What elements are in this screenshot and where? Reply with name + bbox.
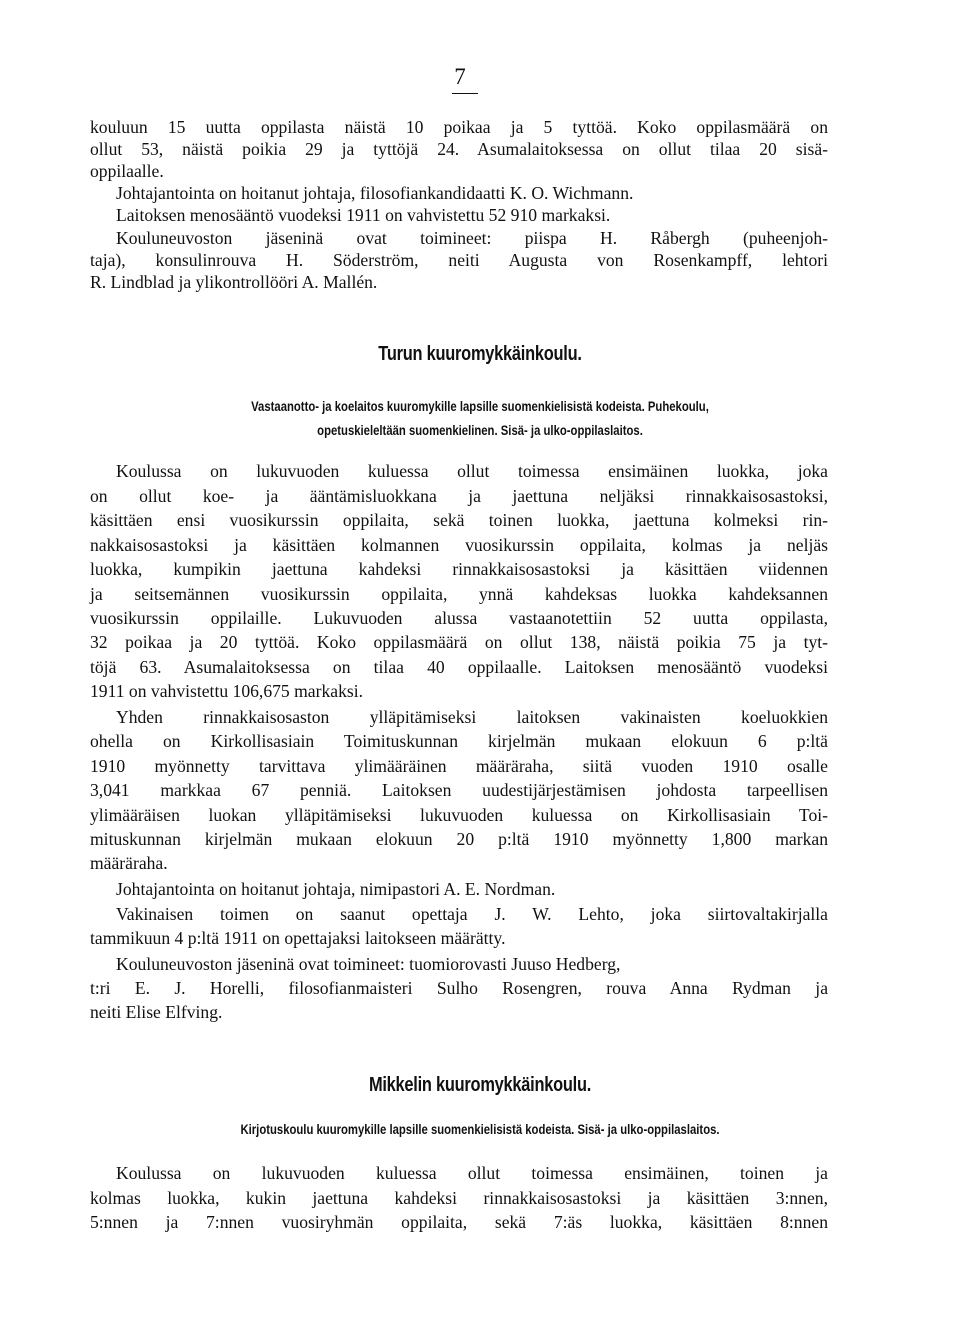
paragraph-line: luokka, kumpikin jaettuna kahdeksi rinnakkaisosastoksi ja käsittäen viidennen bbox=[90, 559, 828, 579]
paragraph-line: käsittäen ensi vuosikurssin oppilaita, sekä toinen luokka, jaettuna kolmeksi rin- bbox=[90, 510, 828, 530]
paragraph-line: Johtajantointa on hoitanut johtaja, filosofiankandidaatti K. O. Wichmann. bbox=[116, 183, 634, 203]
page-number-rule bbox=[452, 93, 478, 94]
paragraph-line: Kouluneuvoston jäseninä ovat toimineet: piispa H. Råbergh (puheenjoh- bbox=[116, 228, 828, 248]
paragraph-line: on ollut koe- ja ääntämisluokkana ja jaettuna neljäksi rinnakkaisosastoksi, bbox=[90, 486, 828, 506]
paragraph-line: määräraha. bbox=[90, 853, 168, 873]
paragraph-line: kouluun 15 uutta oppilasta näistä 10 poikaa ja 5 tyttöä. Koko oppilasmäärä on bbox=[90, 117, 828, 137]
page-number: 7 bbox=[454, 64, 466, 89]
paragraph-line: tammikuun 4 p:ltä 1911 on opettajaksi laitokseen määrätty. bbox=[90, 928, 506, 948]
section-title: Mikkelin kuuromykkäinkoulu. bbox=[368, 1074, 592, 1096]
paragraph-line: nakkaisosastoksi ja käsittäen kolmannen vuosikurssin oppilaita, kolmas ja neljäs bbox=[90, 535, 828, 555]
paragraph-line: 32 poikaa ja 20 tyttöä. Koko oppilasmäärä on ollut 138, näistä poikia 75 ja tyt- bbox=[90, 632, 828, 652]
section-subtitle: Kirjotuskoulu kuuromykille lapsille suomenkielisistä kodeista. Sisä- ja ulko-oppilaslaitos. bbox=[240, 1122, 720, 1137]
paragraph-line: vuosikurssin oppilaille. Lukuvuoden alussa vastaanotettiin 52 uutta oppilasta, bbox=[90, 608, 828, 628]
paragraph-line: ja seitsemännen vuosikurssin oppilaita, ynnä kahdeksas luokka kahdeksannen bbox=[90, 584, 828, 604]
paragraph-line: ollut 53, näistä poikia 29 ja tyttöjä 24. Asumalaitoksessa on ollut tilaa 20 sisä- bbox=[90, 139, 828, 159]
section-subtitle: opetuskieleltään suomenkielinen. Sisä- ja ulko-oppilaslaitos. bbox=[317, 423, 643, 438]
paragraph-line: 1910 myönnetty tarvittava ylimääräinen määräraha, siitä vuoden 1910 osalle bbox=[90, 756, 828, 776]
paragraph-line: taja), konsulinrouva H. Söderström, neiti Augusta von Rosenkampff, lehtori bbox=[90, 250, 828, 270]
paragraph-line: 5:nnen ja 7:nnen vuosiryhmän oppilaita, sekä 7:äs luokka, käsittäen 8:nnen bbox=[90, 1212, 828, 1232]
paragraph-line: Kouluneuvoston jäseninä ovat toimineet: tuomiorovasti Juuso Hedberg, bbox=[116, 954, 621, 974]
paragraph-line: Johtajantointa on hoitanut johtaja, nimipastori A. E. Nordman. bbox=[116, 879, 556, 899]
paragraph-line: ohella on Kirkollisasiain Toimituskunnan kirjelmän mukaan elokuun 6 p:ltä bbox=[90, 731, 828, 751]
paragraph-line: Yhden rinnakkaisosaston ylläpitämiseksi laitoksen vakinaisten koeluokkien bbox=[116, 707, 828, 727]
paragraph-line: Koulussa on lukuvuoden kuluessa ollut toimessa ensimäinen, toinen ja bbox=[116, 1163, 828, 1183]
paragraph-line: töjä 63. Asumalaitoksessa on tilaa 40 oppilaalle. Laitoksen menosääntö vuodeksi bbox=[90, 657, 828, 677]
paragraph-line: oppilaalle. bbox=[90, 161, 164, 181]
paragraph-line: 3,041 markkaa 67 penniä. Laitoksen uudestijärjestämisen johdosta tarpeellisen bbox=[90, 780, 828, 800]
section-subtitle: Vastaanotto- ja koelaitos kuuromykille lapsille suomenkielisistä kodeista. Puhekoulu, bbox=[251, 399, 709, 414]
section-title: Turun kuuromykkäinkoulu. bbox=[378, 343, 582, 365]
paragraph-line: Laitoksen menosääntö vuodeksi 1911 on vahvistettu 52 910 markaksi. bbox=[116, 205, 611, 225]
paragraph-line: kolmas luokka, kukin jaettuna kahdeksi rinnakkaisosastoksi ja käsittäen 3:nnen, bbox=[90, 1188, 828, 1208]
paragraph-line: R. Lindblad ja ylikontrollööri A. Mallén. bbox=[90, 272, 378, 292]
paragraph-line: 1911 on vahvistettu 106,675 markaksi. bbox=[90, 681, 363, 701]
paragraph-line: t:ri E. J. Horelli, filosofianmaisteri Sulho Rosengren, rouva Anna Rydman ja bbox=[90, 978, 828, 998]
paragraph-line: mituskunnan kirjelmän mukaan elokuun 20 p:ltä 1910 myönnetty 1,800 markan bbox=[90, 829, 828, 849]
paragraph-line: neiti Elise Elfving. bbox=[90, 1002, 223, 1022]
paragraph-line: Koulussa on lukuvuoden kuluessa ollut toimessa ensimäinen luokka, joka bbox=[116, 461, 828, 481]
paragraph-line: ylimääräisen luokan ylläpitämiseksi lukuvuoden kuluessa on Kirkollisasiain Toi- bbox=[90, 805, 828, 825]
paragraph-line: Vakinaisen toimen on saanut opettaja J. W. Lehto, joka siirtovaltakirjalla bbox=[116, 904, 828, 924]
